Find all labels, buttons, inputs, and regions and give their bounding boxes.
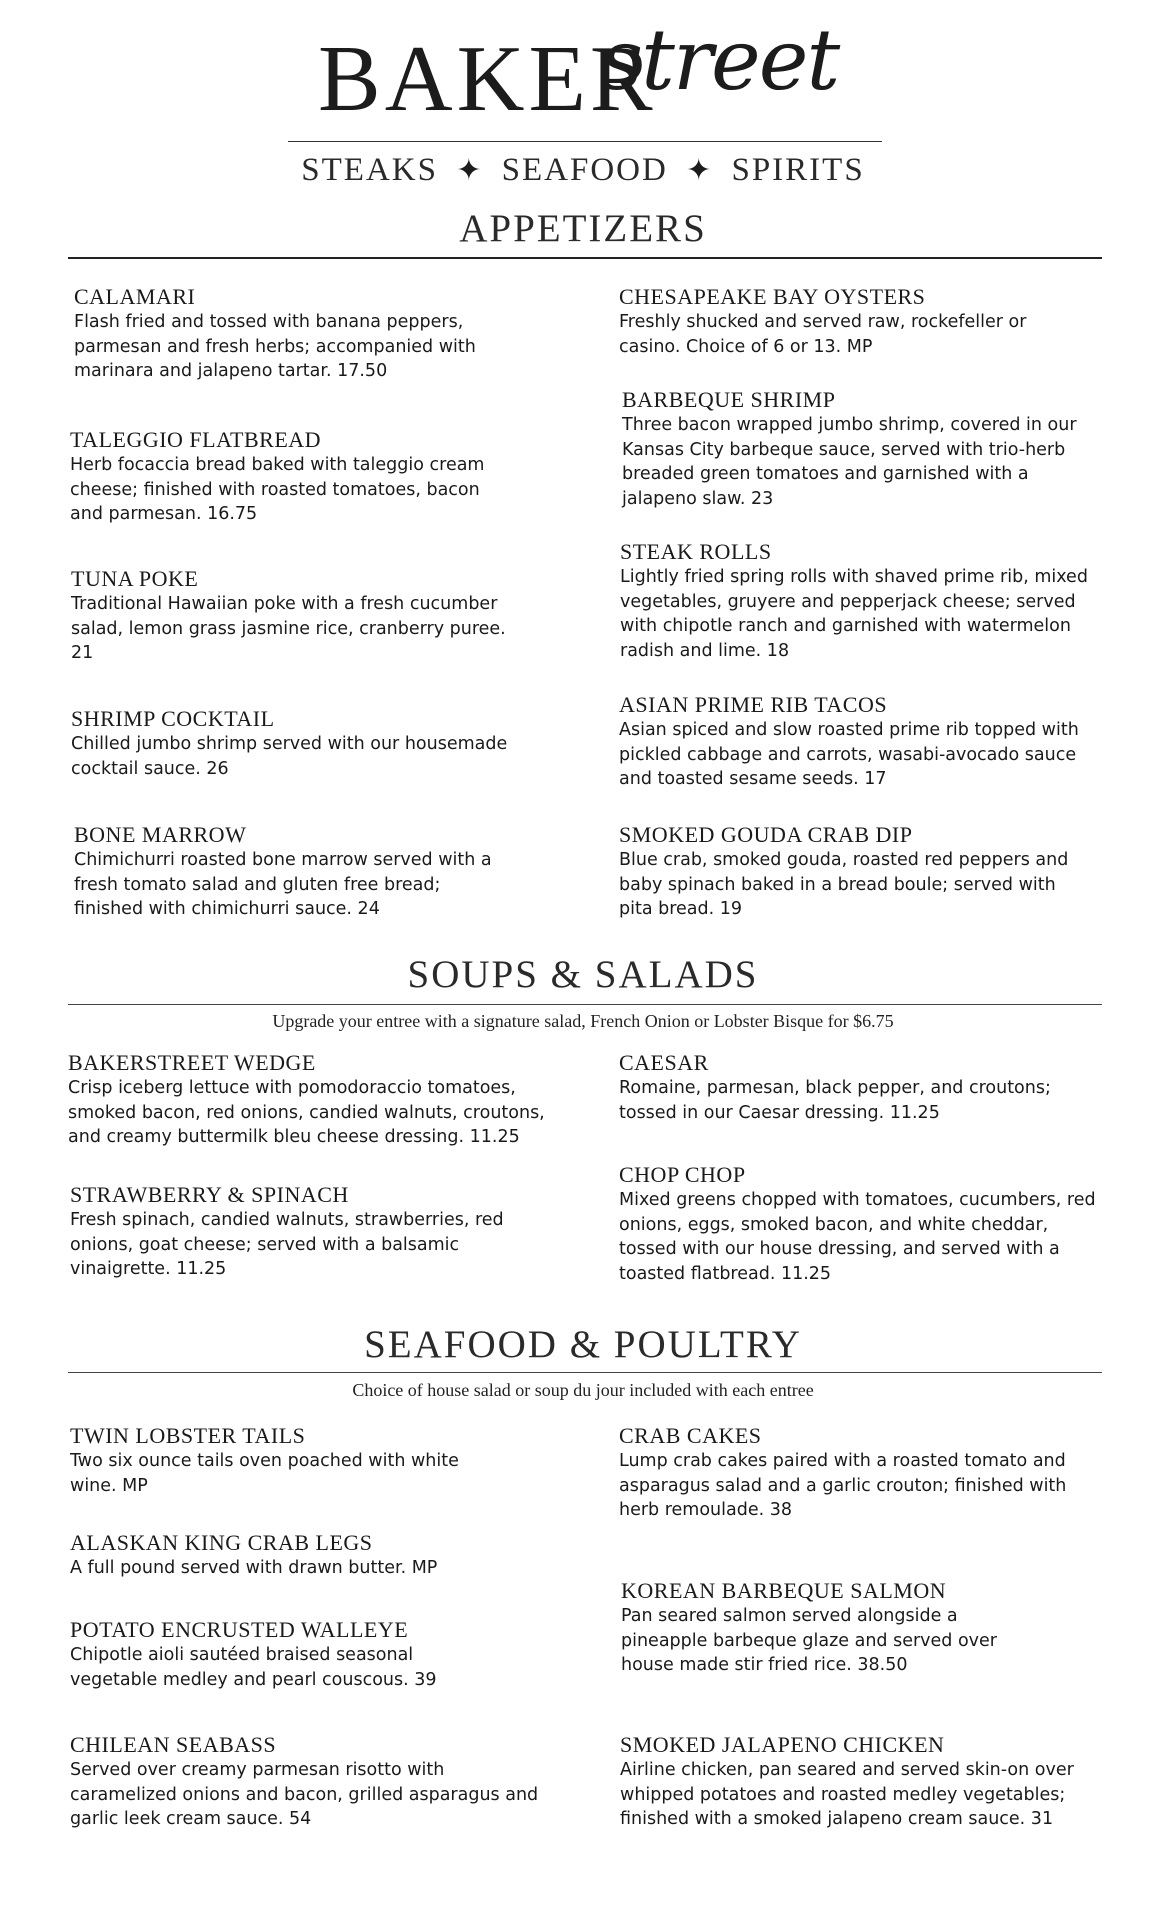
item-description: Blue crab, smoked gouda, roasted red peppers and baby spinach baked in a bread boule; served with pita bread. 19 bbox=[619, 850, 1069, 919]
menu-item bbox=[70, 1530, 510, 1581]
item-description: Chipotle aioli sautéed braised seasonal vegetable medley and pearl couscous. 39 bbox=[70, 1645, 437, 1690]
item-name: POTATO ENCRUSTED WALLEYE bbox=[70, 1617, 409, 1642]
menu-item bbox=[619, 1162, 1109, 1286]
logo-street-script: street bbox=[600, 11, 839, 109]
item-description: Served over creamy parmesan risotto with caramelized onions and bacon, grilled asparagus and garlic leek cream sauce. 54 bbox=[70, 1760, 539, 1829]
section-divider bbox=[68, 1372, 1102, 1373]
item-name: CALAMARI bbox=[74, 284, 196, 309]
menu-item bbox=[68, 1050, 548, 1150]
item-description: Flash fried and tossed with banana peppers, parmesan and fresh herbs; accompanied with marinara and jalapeno tartar. 17.50 bbox=[74, 312, 476, 381]
logo-divider bbox=[288, 141, 882, 142]
item-name: BARBEQUE SHRIMP bbox=[622, 387, 836, 412]
section-title-soups-salads: SOUPS & SALADS bbox=[407, 953, 759, 996]
menu-item bbox=[70, 427, 510, 527]
item-name: TALEGGIO FLATBREAD bbox=[70, 427, 322, 452]
four-point-star-icon: ✦ bbox=[686, 154, 714, 187]
tagline-steaks: STEAKS bbox=[301, 152, 438, 188]
menu-item bbox=[70, 1732, 540, 1832]
logo-baker-text: BAKER bbox=[318, 27, 657, 131]
menu-item bbox=[70, 1617, 490, 1692]
menu-item bbox=[621, 1578, 1021, 1678]
item-name: STRAWBERRY & SPINACH bbox=[70, 1182, 349, 1207]
menu-item bbox=[619, 1050, 1069, 1125]
item-name: SHRIMP COCKTAIL bbox=[71, 706, 275, 731]
item-name: ALASKAN KING CRAB LEGS bbox=[70, 1530, 373, 1555]
item-name: CRAB CAKES bbox=[619, 1423, 762, 1448]
item-description: Lightly fried spring rolls with shaved prime rib, mixed vegetables, gruyere and pepperjack cheese; served with chipotle ranch and garnished with watermelon radish and lime. 18 bbox=[620, 567, 1088, 661]
item-description: Traditional Hawaiian poke with a fresh cucumber salad, lemon grass jasmine rice, cranberry puree. 21 bbox=[71, 594, 506, 663]
item-description: Mixed greens chopped with tomatoes, cucumbers, red onions, eggs, smoked bacon, and white cheddar, tossed with our house dressing, and served with a toasted flatbread. 11.25 bbox=[619, 1190, 1096, 1284]
tagline-seafood: SEAFOOD bbox=[501, 152, 668, 188]
item-name: CHILEAN SEABASS bbox=[70, 1732, 277, 1757]
item-description: A full pound served with drawn butter. MP bbox=[70, 1558, 438, 1578]
menu-item bbox=[622, 387, 1082, 511]
item-name: KOREAN BARBEQUE SALMON bbox=[621, 1578, 947, 1603]
section-divider bbox=[68, 1004, 1102, 1005]
item-name: CHOP CHOP bbox=[619, 1162, 746, 1187]
item-description: Fresh spinach, candied walnuts, strawberries, red onions, goat cheese; served with a balsamic vinaigrette. 11.25 bbox=[70, 1210, 504, 1279]
item-description: Chimichurri roasted bone marrow served with a fresh tomato salad and gluten free bread; finished with chimichurri sauce. 24 bbox=[74, 850, 492, 919]
item-name: CAESAR bbox=[619, 1050, 709, 1075]
item-description: Asian spiced and slow roasted prime rib topped with pickled cabbage and carrots, wasabi-avocado sauce and toasted sesame seeds. 17 bbox=[619, 720, 1079, 789]
menu-item bbox=[619, 284, 1059, 359]
item-description: Lump crab cakes paired with a roasted tomato and asparagus salad and a garlic crouton; finished with herb remoulade. 38 bbox=[619, 1451, 1067, 1520]
item-description: Pan seared salmon served alongside a pineapple barbeque glaze and served over house made stir fried rice. 38.50 bbox=[621, 1606, 997, 1675]
section-note: Choice of house salad or soup du jour included with each entree bbox=[352, 1380, 814, 1400]
item-description: Freshly shucked and served raw, rockefeller or casino. Choice of 6 or 13. MP bbox=[619, 312, 1027, 357]
tagline bbox=[0, 152, 1166, 189]
menu-item bbox=[70, 1423, 480, 1498]
menu-item bbox=[71, 566, 511, 666]
item-name: ASIAN PRIME RIB TACOS bbox=[619, 692, 888, 717]
item-name: TWIN LOBSTER TAILS bbox=[70, 1423, 306, 1448]
item-description: Two six ounce tails oven poached with white wine. MP bbox=[70, 1451, 459, 1496]
item-description: Three bacon wrapped jumbo shrimp, covered in our Kansas City barbeque sauce, served with trio-herb breaded green tomatoes and garnished with a jalapeno slaw. 23 bbox=[622, 415, 1077, 509]
menu-item bbox=[619, 822, 1079, 922]
item-name: TUNA POKE bbox=[71, 566, 199, 591]
menu-item bbox=[70, 1182, 510, 1282]
menu-item bbox=[620, 539, 1090, 663]
menu-item bbox=[74, 284, 514, 384]
item-name: BAKERSTREET WEDGE bbox=[68, 1050, 316, 1075]
section-note: Upgrade your entree with a signature salad, French Onion or Lobster Bisque for $6.75 bbox=[272, 1011, 894, 1031]
menu-item bbox=[74, 822, 514, 922]
menu-item bbox=[71, 706, 511, 781]
item-description: Airline chicken, pan seared and served skin-on over whipped potatoes and roasted medley vegetables; finished with a smoked jalapeno cream sauce. 31 bbox=[620, 1760, 1074, 1829]
item-name: CHESAPEAKE BAY OYSTERS bbox=[619, 284, 926, 309]
item-name: SMOKED GOUDA CRAB DIP bbox=[619, 822, 913, 847]
section-divider bbox=[68, 257, 1102, 259]
item-description: Romaine, parmesan, black pepper, and croutons; tossed in our Caesar dressing. 11.25 bbox=[619, 1078, 1051, 1123]
section-title-appetizers: APPETIZERS bbox=[459, 207, 707, 250]
menu-item bbox=[619, 692, 1109, 792]
item-description: Chilled jumbo shrimp served with our housemade cocktail sauce. 26 bbox=[71, 734, 508, 779]
tagline-spirits: SPIRITS bbox=[731, 152, 865, 188]
item-name: STEAK ROLLS bbox=[620, 539, 772, 564]
item-description: Herb focaccia bread baked with taleggio cream cheese; finished with roasted tomatoes, bacon and parmesan. 16.75 bbox=[70, 455, 485, 524]
section-title-seafood-poultry: SEAFOOD & POULTRY bbox=[364, 1323, 802, 1366]
menu-item bbox=[620, 1732, 1090, 1832]
item-name: BONE MARROW bbox=[74, 822, 247, 847]
four-point-star-icon: ✦ bbox=[456, 154, 484, 187]
restaurant-logo bbox=[0, 11, 1166, 136]
item-description: Crisp iceberg lettuce with pomodoraccio tomatoes, smoked bacon, red onions, candied walnuts, croutons, and creamy buttermilk bleu cheese dressing. 11.25 bbox=[68, 1078, 545, 1147]
item-name: SMOKED JALAPENO CHICKEN bbox=[620, 1732, 945, 1757]
menu-item bbox=[619, 1423, 1109, 1523]
